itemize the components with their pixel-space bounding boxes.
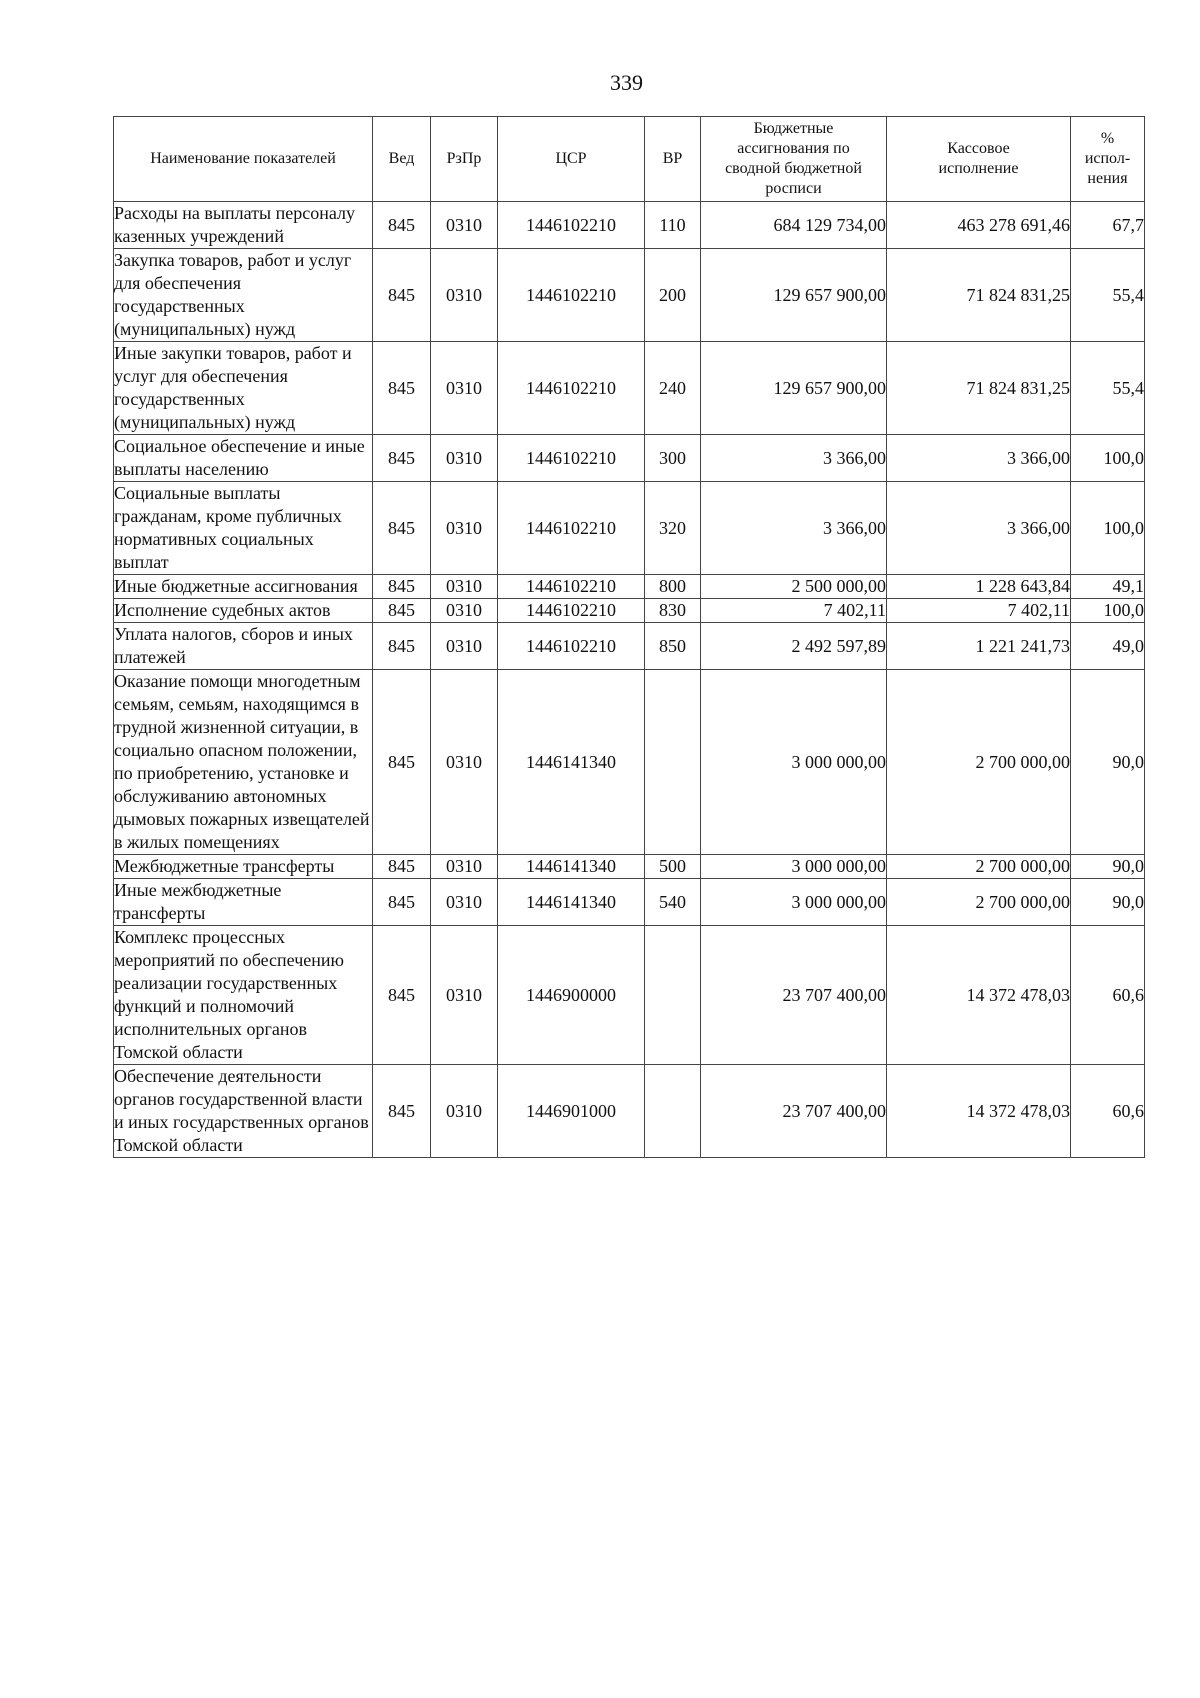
row-percent-cell: 49,0	[1071, 623, 1145, 670]
row-assignments-cell: 23 707 400,00	[701, 926, 887, 1065]
row-percent-cell: 60,6	[1071, 1065, 1145, 1158]
row-vr-cell: 110	[645, 202, 701, 249]
header-assignments: Бюджетные ассигнования по сводной бюджетной росписи	[701, 117, 887, 202]
row-vr-cell: 540	[645, 879, 701, 926]
row-rzpr-cell: 0310	[431, 623, 498, 670]
row-assignments-cell: 129 657 900,00	[701, 342, 887, 435]
row-ved-cell: 845	[373, 482, 431, 575]
row-cash-cell: 2 700 000,00	[887, 670, 1071, 855]
row-percent-cell: 55,4	[1071, 249, 1145, 342]
table-row	[114, 1065, 1145, 1158]
row-csr-cell: 1446102210	[498, 342, 645, 435]
page-number: 339	[610, 70, 643, 95]
row-ved-cell: 845	[373, 926, 431, 1065]
row-name-cell: Исполнение судебных актов	[114, 599, 373, 623]
header-vr: ВР	[645, 117, 701, 202]
row-vr-cell: 850	[645, 623, 701, 670]
row-vr-cell: 300	[645, 435, 701, 482]
row-ved-cell: 845	[373, 879, 431, 926]
row-vr-cell: 800	[645, 575, 701, 599]
row-ved-cell: 845	[373, 1065, 431, 1158]
row-rzpr-cell: 0310	[431, 599, 498, 623]
row-csr-cell: 1446102210	[498, 623, 645, 670]
row-percent-cell: 49,1	[1071, 575, 1145, 599]
table-row	[114, 249, 1145, 342]
row-assignments-cell: 3 000 000,00	[701, 879, 887, 926]
row-csr-cell: 1446102210	[498, 202, 645, 249]
row-csr-cell: 1446102210	[498, 575, 645, 599]
row-ved-cell: 845	[373, 599, 431, 623]
row-name-cell: Иные межбюджетные трансферты	[114, 879, 373, 926]
row-ved-cell: 845	[373, 670, 431, 855]
row-cash-cell: 3 366,00	[887, 435, 1071, 482]
row-percent-cell: 100,0	[1071, 435, 1145, 482]
header-cash: Кассовое исполнение	[887, 117, 1071, 202]
row-csr-cell: 1446102210	[498, 249, 645, 342]
table-row	[114, 342, 1145, 435]
row-percent-cell: 90,0	[1071, 855, 1145, 879]
row-name-cell: Комплекс процессных мероприятий по обеспечению реализации государственных функций и полномочий исполнительных органов Томской области	[114, 926, 373, 1065]
row-rzpr-cell: 0310	[431, 575, 498, 599]
row-rzpr-cell: 0310	[431, 249, 498, 342]
row-assignments-cell: 3 000 000,00	[701, 855, 887, 879]
row-name-cell: Иные закупки товаров, работ и услуг для обеспечения государственных (муниципальных) нужд	[114, 342, 373, 435]
header-percent: % испол-нения	[1071, 117, 1145, 202]
row-cash-cell: 2 700 000,00	[887, 879, 1071, 926]
row-cash-cell: 463 278 691,46	[887, 202, 1071, 249]
table-row	[114, 202, 1145, 249]
row-assignments-cell: 7 402,11	[701, 599, 887, 623]
row-cash-cell: 7 402,11	[887, 599, 1071, 623]
table-row	[114, 926, 1145, 1065]
row-vr-cell: 200	[645, 249, 701, 342]
row-name-cell: Уплата налогов, сборов и иных платежей	[114, 623, 373, 670]
row-percent-cell: 55,4	[1071, 342, 1145, 435]
row-cash-cell: 14 372 478,03	[887, 1065, 1071, 1158]
row-vr-cell	[645, 670, 701, 855]
row-ved-cell: 845	[373, 342, 431, 435]
row-assignments-cell: 3 366,00	[701, 482, 887, 575]
row-vr-cell: 240	[645, 342, 701, 435]
row-cash-cell: 3 366,00	[887, 482, 1071, 575]
header-name: Наименование показателей	[114, 117, 373, 202]
table-header-row	[114, 117, 1145, 202]
row-rzpr-cell: 0310	[431, 202, 498, 249]
row-rzpr-cell: 0310	[431, 435, 498, 482]
table-row	[114, 879, 1145, 926]
row-csr-cell: 1446141340	[498, 855, 645, 879]
row-cash-cell: 2 700 000,00	[887, 855, 1071, 879]
row-rzpr-cell: 0310	[431, 926, 498, 1065]
row-percent-cell: 100,0	[1071, 599, 1145, 623]
table-row	[114, 482, 1145, 575]
row-percent-cell: 67,7	[1071, 202, 1145, 249]
table-body	[114, 202, 1145, 1158]
row-vr-cell: 500	[645, 855, 701, 879]
row-csr-cell: 1446102210	[498, 435, 645, 482]
row-rzpr-cell: 0310	[431, 482, 498, 575]
row-percent-cell: 90,0	[1071, 670, 1145, 855]
header-ved: Вед	[373, 117, 431, 202]
row-assignments-cell: 3 000 000,00	[701, 670, 887, 855]
row-name-cell: Социальное обеспечение и иные выплаты населению	[114, 435, 373, 482]
table-row	[114, 670, 1145, 855]
budget-execution-table	[113, 116, 1145, 1158]
row-csr-cell: 1446141340	[498, 670, 645, 855]
row-ved-cell: 845	[373, 249, 431, 342]
row-assignments-cell: 23 707 400,00	[701, 1065, 887, 1158]
row-name-cell: Межбюджетные трансферты	[114, 855, 373, 879]
table-row	[114, 575, 1145, 599]
row-csr-cell: 1446901000	[498, 1065, 645, 1158]
row-rzpr-cell: 0310	[431, 670, 498, 855]
row-ved-cell: 845	[373, 623, 431, 670]
header-rzpr: РзПр	[431, 117, 498, 202]
row-ved-cell: 845	[373, 575, 431, 599]
row-vr-cell	[645, 1065, 701, 1158]
row-csr-cell: 1446141340	[498, 879, 645, 926]
row-assignments-cell: 684 129 734,00	[701, 202, 887, 249]
row-name-cell: Расходы на выплаты персоналу казенных учреждений	[114, 202, 373, 249]
row-vr-cell: 320	[645, 482, 701, 575]
row-name-cell: Оказание помощи многодетным семьям, семьям, находящимся в трудной жизненной ситуации, в социально опасном положении, по приобретению, установке и обслуживанию автономных дымовых пожарных извещателей в жилых помещениях	[114, 670, 373, 855]
table-row	[114, 435, 1145, 482]
row-name-cell: Закупка товаров, работ и услуг для обеспечения государственных (муниципальных) нужд	[114, 249, 373, 342]
row-percent-cell: 60,6	[1071, 926, 1145, 1065]
row-cash-cell: 71 824 831,25	[887, 249, 1071, 342]
row-rzpr-cell: 0310	[431, 855, 498, 879]
row-percent-cell: 90,0	[1071, 879, 1145, 926]
table-row	[114, 599, 1145, 623]
table-row	[114, 623, 1145, 670]
row-ved-cell: 845	[373, 202, 431, 249]
row-percent-cell: 100,0	[1071, 482, 1145, 575]
row-cash-cell: 71 824 831,25	[887, 342, 1071, 435]
row-rzpr-cell: 0310	[431, 879, 498, 926]
row-name-cell: Социальные выплаты гражданам, кроме публичных нормативных социальных выплат	[114, 482, 373, 575]
row-name-cell: Обеспечение деятельности органов государственной власти и иных государственных органов Томской области	[114, 1065, 373, 1158]
header-csr: ЦСР	[498, 117, 645, 202]
row-vr-cell	[645, 926, 701, 1065]
row-assignments-cell: 3 366,00	[701, 435, 887, 482]
row-cash-cell: 14 372 478,03	[887, 926, 1071, 1065]
row-ved-cell: 845	[373, 855, 431, 879]
row-rzpr-cell: 0310	[431, 342, 498, 435]
row-assignments-cell: 2 492 597,89	[701, 623, 887, 670]
table-row	[114, 855, 1145, 879]
row-csr-cell: 1446900000	[498, 926, 645, 1065]
row-name-cell: Иные бюджетные ассигнования	[114, 575, 373, 599]
row-vr-cell: 830	[645, 599, 701, 623]
row-cash-cell: 1 228 643,84	[887, 575, 1071, 599]
row-cash-cell: 1 221 241,73	[887, 623, 1071, 670]
row-csr-cell: 1446102210	[498, 599, 645, 623]
row-rzpr-cell: 0310	[431, 1065, 498, 1158]
row-ved-cell: 845	[373, 435, 431, 482]
row-assignments-cell: 2 500 000,00	[701, 575, 887, 599]
row-csr-cell: 1446102210	[498, 482, 645, 575]
row-assignments-cell: 129 657 900,00	[701, 249, 887, 342]
